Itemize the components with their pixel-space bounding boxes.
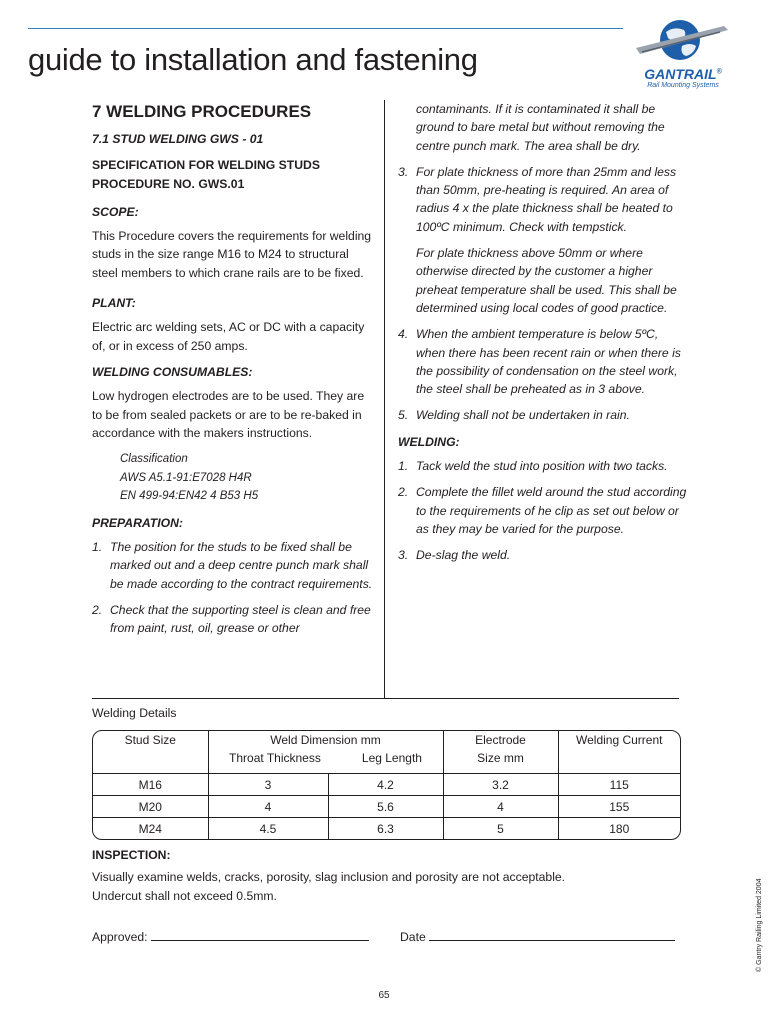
approved-label: Approved: [92, 930, 148, 944]
logo-tagline: Rail Mounting Systems [647, 82, 719, 89]
list-item [92, 538, 374, 593]
list-text: Check that the supporting steel is clean and free from paint, rust, oil, grease or other [110, 602, 371, 636]
welding-list [398, 457, 688, 564]
header-weld-dimension-label: Weld Dimension mm [270, 733, 381, 747]
plant-text: Electric arc welding sets, AC or DC with a capacity of, or in excess of 250 amps. [92, 320, 365, 353]
list-number: 1. [92, 539, 103, 554]
spec-line-2: PROCEDURE NO. GWS.01 [92, 176, 245, 191]
list-item [398, 406, 688, 424]
inspection-line-1: Visually examine welds, cracks, porosity, slag inclusion and porosity are not acceptable. [92, 870, 566, 884]
continuation-text: contaminants. If it is contaminated it shall be ground to bare metal but without removing the centre punch mark. The area shall be dry. [416, 102, 665, 153]
list-number: 5. [398, 408, 409, 423]
header-weld-dimension [208, 731, 443, 774]
welding-details-title: Welding Details [92, 706, 177, 720]
subsection-title: 7.1 STUD WELDING GWS - 01 [92, 132, 264, 146]
header-electrode-size: Size mm [477, 751, 524, 765]
welding-heading: WELDING: [398, 434, 460, 449]
classification-block [120, 450, 374, 506]
header-electrode-label: Electrode [475, 733, 526, 747]
date-line [429, 930, 675, 941]
logo-registered-mark: ® [716, 68, 722, 76]
consumables-text: Low hydrogen electrodes are to be used. They are to be from sealed packets or are to be re-baked in accordance with the makers instructions. [92, 389, 365, 440]
globe-icon [628, 16, 738, 68]
cell-stud: M16 [93, 774, 208, 796]
consumables-heading: WELDING CONSUMABLES: [92, 364, 253, 379]
date-label: Date [400, 930, 426, 944]
gantrail-logo [628, 16, 738, 98]
cell-throat: 4 [208, 796, 328, 818]
list-extra-text: For plate thickness above 50mm or where otherwise directed by the customer a higher preheat temperature shall be used. This shall be determined using local codes of good practice. [416, 246, 677, 315]
list-text: Tack weld the stud into position with two tacks. [416, 459, 668, 474]
header-stud-size: Stud Size [93, 731, 208, 774]
preparation-heading: PREPARATION: [92, 515, 183, 530]
copyright-notice: © Gantry Railing Limited 2004 [756, 878, 763, 972]
header-electrode [443, 731, 558, 774]
header-welding-current: Welding Current [558, 731, 680, 774]
list-text: Welding shall not be undertaken in rain. [416, 408, 630, 423]
right-column [398, 100, 688, 573]
cell-electrode: 4 [443, 796, 558, 818]
list-text: De-slag the weld. [416, 548, 511, 563]
list-item [92, 601, 374, 638]
cell-electrode: 3.2 [443, 774, 558, 796]
list-number: 4. [398, 327, 409, 342]
cell-current: 115 [558, 774, 680, 796]
list-text: For plate thickness of more than 25mm and less than 50mm, pre-heating is required. An area of radius 4 x the plate thickness shall be heated to 100ºC minimum. Check with tempstick. [416, 164, 677, 234]
list-number: 3. [398, 548, 409, 563]
table [93, 731, 680, 839]
list-item [398, 163, 688, 317]
cell-stud: M20 [93, 796, 208, 818]
table-row [93, 796, 680, 818]
cell-current: 155 [558, 796, 680, 818]
table-row [93, 774, 680, 796]
header-throat-thickness: Throat Thickness [229, 751, 321, 765]
list-number: 1. [398, 459, 409, 474]
classification-en: EN 499-94:EN42 4 B53 H5 [120, 490, 259, 503]
scope-text: This Procedure covers the requirements for welding studs in the size range M16 to M24 to structural steel members to which crane rails are to be fixed. [92, 229, 372, 280]
logo-wordmark: GANTRAIL [644, 66, 717, 82]
header-leg-length: Leg Length [361, 751, 422, 765]
preparation-list-left [92, 538, 374, 637]
list-item [398, 483, 688, 538]
weld-dimension-subheaders [209, 749, 443, 767]
cell-stud: M24 [93, 818, 208, 840]
cell-throat: 3 [208, 774, 328, 796]
cell-current: 180 [558, 818, 680, 840]
classification-label: Classification [120, 453, 188, 466]
preparation-list-right [398, 163, 688, 425]
table-header-row [93, 731, 680, 774]
spec-heading [92, 156, 374, 193]
date-field [400, 930, 675, 944]
page-header-title: guide to installation and fastening [28, 42, 478, 77]
list-text: When the ambient temperature is below 5ºC, when there has been recent rain or when there is the possibility of condensation on the steel work, the steel shall be preheated as in 3 above. [416, 327, 681, 397]
list-text: Complete the fillet weld around the stud according to the requirements of he clip as set out below or as they may be varied for the purpose. [416, 485, 687, 536]
cell-electrode: 5 [443, 818, 558, 840]
section-rule [92, 698, 679, 699]
list-number: 3. [398, 164, 409, 179]
welding-details-table [92, 730, 681, 840]
cell-leg: 5.6 [328, 796, 443, 818]
list-item [398, 325, 688, 398]
list-item [398, 546, 688, 564]
header-rule [28, 28, 623, 29]
cell-leg: 4.2 [328, 774, 443, 796]
approved-field [92, 930, 369, 944]
inspection-heading: INSPECTION: [92, 848, 171, 862]
column-divider [384, 100, 385, 698]
plant-heading: PLANT: [92, 296, 136, 311]
inspection-text [92, 868, 652, 905]
list-number: 2. [398, 485, 409, 500]
list-item [398, 457, 688, 475]
scope-heading: SCOPE: [92, 204, 139, 219]
list-text: The position for the studs to be fixed shall be marked out and a deep centre punch mark shall be made according to the contract requirements. [110, 539, 373, 591]
approved-line [151, 930, 369, 941]
list-number: 2. [92, 602, 103, 617]
spec-line-1: SPECIFICATION FOR WELDING STUDS [92, 158, 320, 173]
table-row [93, 818, 680, 840]
inspection-line-2: Undercut shall not exceed 0.5mm. [92, 888, 277, 903]
left-column [92, 100, 374, 645]
cell-leg: 6.3 [328, 818, 443, 840]
section-title: 7 WELDING PROCEDURES [92, 102, 312, 121]
classification-aws: AWS A5.1-91:E7028 H4R [120, 471, 252, 484]
page-number: 65 [378, 990, 390, 1001]
cell-throat: 4.5 [208, 818, 328, 840]
